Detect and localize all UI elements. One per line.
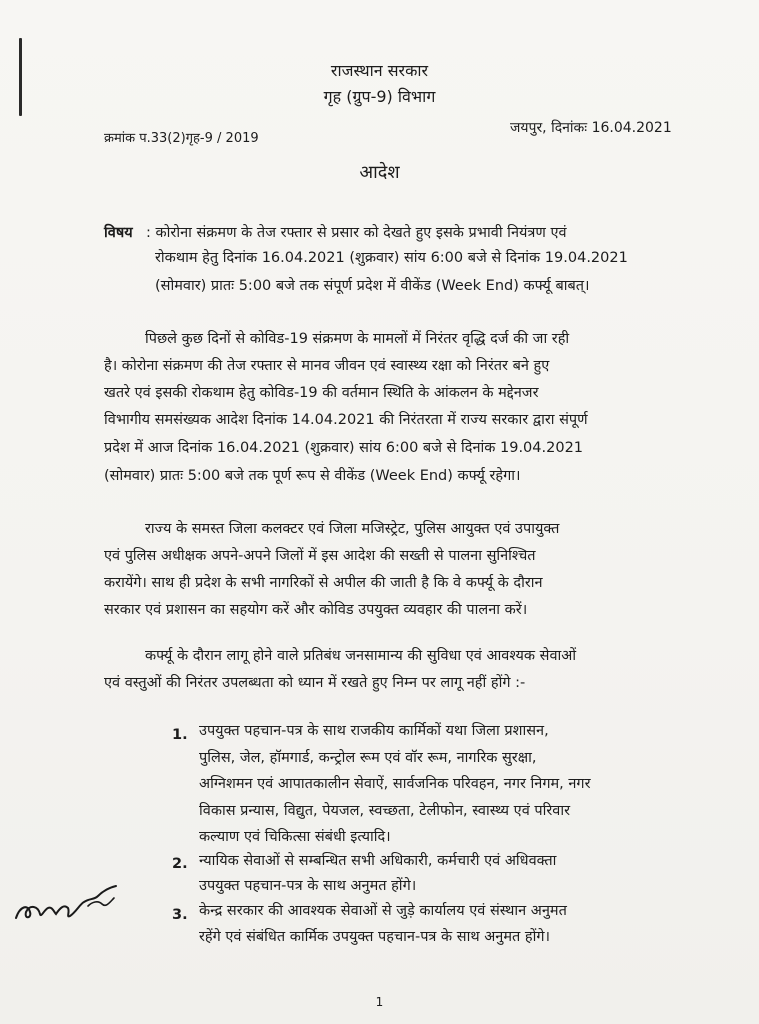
subject-label: विषय	[104, 225, 133, 241]
list-item-line: उपयुक्त पहचान-पत्र के साथ राजकीय कार्मिकों यथा जिला प्रशासन,	[199, 723, 549, 739]
list-item-line: पुलिस, जेल, हॉमगार्ड, कन्ट्रोल रूम एवं वॉर रूम, नागरिक सुरक्षा,	[199, 750, 537, 766]
list-item-line: रहेंगे एवं संबंधित कार्मिक उपयुक्त पहचान-पत्र के साथ अनुमत होंगे।	[199, 929, 551, 945]
paragraph-line: खतरे एवं इसकी रोकथाम हेतु कोविड-19 की वर्तमान स्थिति के आंकलन के मद्देनजर	[104, 385, 539, 401]
paragraph-line: एवं पुलिस अधीक्षक अपने-अपने जिलों में इस आदेश की सख्ती से पालना सुनिश्चित	[104, 548, 536, 564]
paragraph-line: सरकार एवं प्रशासन का सहयोग करें और कोविड उपयुक्त व्यवहार की पालना करें।	[104, 602, 528, 618]
paragraph-line: है। कोरोना संक्रमण की तेज रफ्तार से मानव जीवन एवं स्वास्थ्य रक्षा को निरंतर बने हुए	[104, 358, 550, 374]
list-item-line: अग्निशमन एवं आपातकालीन सेवाऐं, सार्वजनिक परिवहन, नगर निगम, नगर	[199, 776, 591, 792]
paragraph-line: प्रदेश में आज दिनांक 16.04.2021 (शुक्रवार) सांय 6:00 बजे से दिनांक 19.04.2021	[104, 440, 584, 456]
list-item-line: कल्याण एवं चिकित्सा संबंधी इत्यादि।	[199, 829, 391, 845]
paragraph-line: (सोमवार) प्रातः 5:00 बजे तक पूर्ण रूप से वीकेंड (Week End) कर्फ्यू रहेगा।	[104, 468, 521, 484]
subject-line: रोकथाम हेतु दिनांक 16.04.2021 (शुक्रवार) सांय 6:00 बजे से दिनांक 19.04.2021	[155, 250, 628, 266]
list-item-line: उपयुक्त पहचान-पत्र के साथ अनुमत होंगे।	[199, 878, 417, 894]
department-heading: गृह (ग्रुप-9) विभाग	[323, 87, 436, 106]
paragraph-line: राज्य के समस्त जिला कलक्टर एवं जिला मजिस्ट्रेट, पुलिस आयुक्त एवं उपायुक्त	[145, 521, 560, 537]
place-date: जयपुर, दिनांकः 16.04.2021	[510, 120, 672, 136]
order-title: आदेश	[359, 162, 400, 183]
paragraph-line: एवं वस्तुओं की निरंतर उपलब्धता को ध्यान में रखते हुए निम्न पर लागू नहीं होंगे :-	[104, 675, 526, 691]
government-heading: राजस्थान सरकार	[330, 61, 429, 80]
paragraph-line: करायेंगे। साथ ही प्रदेश के सभी नागरिकों से अपील की जाती है कि वे कर्फ्यू के दौरान	[104, 575, 543, 591]
paragraph-line: पिछले कुछ दिनों से कोविड-19 संक्रमण के मामलों में निरंतर वृद्धि दर्ज की जा रही	[145, 331, 570, 347]
paragraph-line: विभागीय समसंख्यक आदेश दिनांक 14.04.2021 की निरंतरता में राज्य सरकार द्वारा संपूर्ण	[104, 412, 588, 428]
paragraph-line: कर्फ्यू के दौरान लागू होने वाले प्रतिबंध जनसामान्य की सुविधा एवं आवश्यक सेवाओं	[145, 648, 577, 664]
list-item-number: 2.	[172, 856, 188, 872]
page-number: 1	[375, 995, 384, 1009]
list-item-line: केन्द्र सरकार की आवश्यक सेवाओं से जुड़े कार्यालय एवं संस्थान अनुमत	[199, 903, 567, 919]
handwritten-signature	[10, 878, 125, 928]
list-item-number: 3.	[172, 907, 188, 923]
subject-line: : कोरोना संक्रमण के तेज रफ्तार से प्रसार को देखते हुए इसके प्रभावी नियंत्रण एवं	[146, 225, 567, 241]
list-item-number: 1.	[172, 727, 188, 743]
subject-line: (सोमवार) प्रातः 5:00 बजे तक संपूर्ण प्रदेश में वीकेंड (Week End) कर्फ्यू बाबत्।	[155, 278, 590, 294]
list-item-line: न्यायिक सेवाओं से सम्बन्धित सभी अधिकारी, कर्मचारी एवं अधिवक्ता	[199, 853, 557, 869]
reference-number: क्रमांक प.33(2)गृह-9 / 2019	[104, 131, 259, 146]
list-item-line: विकास प्रन्यास, विद्युत, पेयजल, स्वच्छता, टेलीफोन, स्वास्थ्य एवं परिवार	[199, 803, 571, 819]
